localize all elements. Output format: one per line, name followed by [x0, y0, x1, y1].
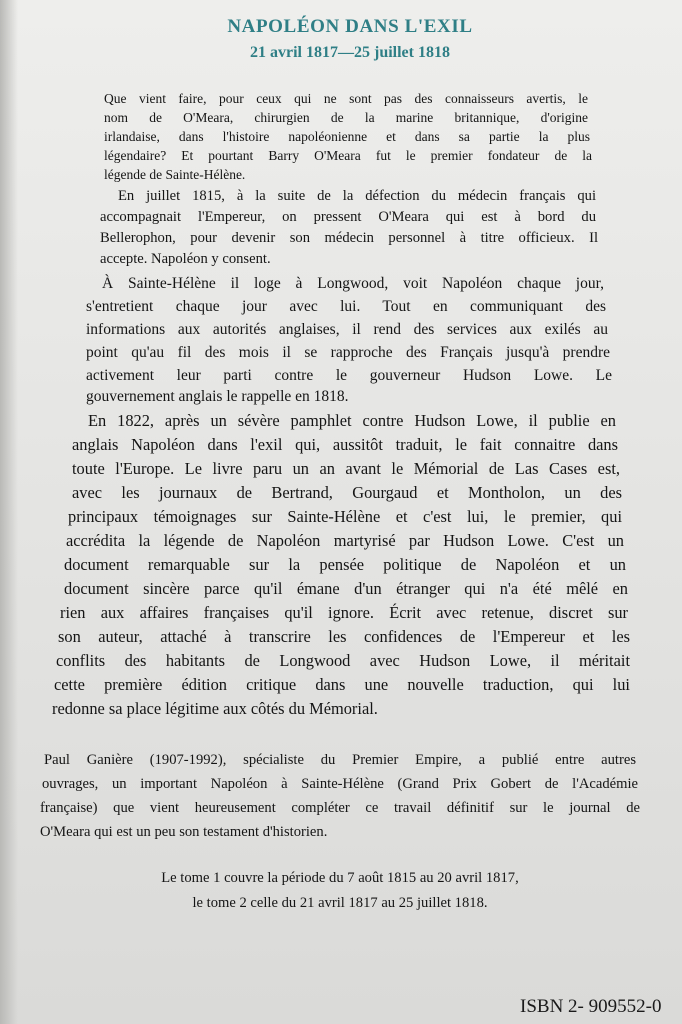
text-line: accepte. Napoléon y consent. [100, 251, 271, 267]
text-line: O'Meara qui est un peu son testament d'historien. [40, 824, 328, 840]
text-line: Bellerophon, pour devenir son médecin personnel à titre officieux. Il [100, 230, 598, 246]
text-line: française) que vient heureusement compléter ce travail définitif sur le journal de [40, 800, 640, 816]
text-line: Le tome 1 couvre la période du 7 août 1815 au 20 avril 1817, [161, 870, 519, 886]
text-line: document remarquable sur la pensée politique de Napoléon et un [64, 555, 626, 574]
text-line: principaux témoignages sur Sainte-Hélène et c'est lui, le premier, qui [68, 507, 622, 526]
text-line: À Sainte-Hélène il loge à Longwood, voit Napoléon chaque jour, [102, 275, 604, 292]
text-line: accrédita la légende de Napoléon martyrisé par Hudson Lowe. C'est un [66, 531, 624, 550]
book-title: NAPOLÉON DANS L'EXIL [227, 16, 473, 37]
text-line: conflits des habitants de Longwood avec Hudson Lowe, il méritait [56, 651, 630, 670]
text-line: nom de O'Meara, chirurgien de la marine britannique, d'origine [104, 110, 588, 125]
text-line: redonne sa place légitime aux côtés du Mémorial. [52, 699, 378, 718]
text-line: En juillet 1815, à la suite de la défection du médecin français qui [118, 188, 596, 204]
text-line: irlandaise, dans l'histoire napoléonienne et dans sa partie la plus [104, 129, 590, 144]
text-line: cette première édition critique dans une nouvelle traduction, qui lui [54, 675, 630, 694]
text-line: En 1822, après un sévère pamphlet contre Hudson Lowe, il publie en [88, 411, 616, 430]
text-line: légende de Sainte-Hélène. [104, 167, 246, 182]
text-line: anglais Napoléon dans l'exil qui, aussitôt traduit, le fait connaitre dans [72, 435, 618, 454]
text-line: son auteur, attaché à transcrire les confidences de l'Empereur et les [58, 627, 630, 646]
text-line: avec les journaux de Bertrand, Gourgaud et Montholon, un des [72, 483, 622, 502]
text-line: informations aux autorités anglaises, il rend des services aux exilés au [86, 321, 608, 338]
text-line: activement leur parti contre le gouverneur Hudson Lowe. Le [86, 367, 612, 384]
text-line: s'entretient chaque jour avec lui. Tout en communiquant des [86, 298, 606, 315]
text-line: gouvernement anglais le rappelle en 1818. [86, 388, 349, 405]
text-line: accompagnait l'Empereur, on pressent O'Meara qui est à bord du [100, 209, 596, 225]
isbn-number: ISBN 2- 909552-0 [520, 996, 662, 1017]
text-line: légendaire? Et pourtant Barry O'Meara fut le premier fondateur de la [104, 148, 592, 163]
text-line: Que vient faire, pour ceux qui ne sont pas des connaisseurs avertis, le [104, 91, 588, 106]
text-line: rien aux affaires françaises qu'il ignore. Écrit avec retenue, discret sur [60, 603, 628, 622]
book-subtitle: 21 avril 1817—25 juillet 1818 [250, 44, 450, 61]
text-line: le tome 2 celle du 21 avril 1817 au 25 juillet 1818. [192, 895, 488, 911]
text-line: Paul Ganière (1907-1992), spécialiste du Premier Empire, a publié entre autres [44, 752, 636, 768]
text-line: point qu'au fil des mois il se rapproche des Français jusqu'à prendre [86, 344, 610, 361]
text-line: ouvrages, un important Napoléon à Sainte-Hélène (Grand Prix Gobert de l'Académie [42, 776, 638, 792]
text-line: document sincère parce qu'il émane d'un étranger qui n'a été mêlé en [64, 579, 628, 598]
text-line: toute l'Europe. Le livre paru un an avant le Mémorial de Las Cases est, [72, 459, 620, 478]
